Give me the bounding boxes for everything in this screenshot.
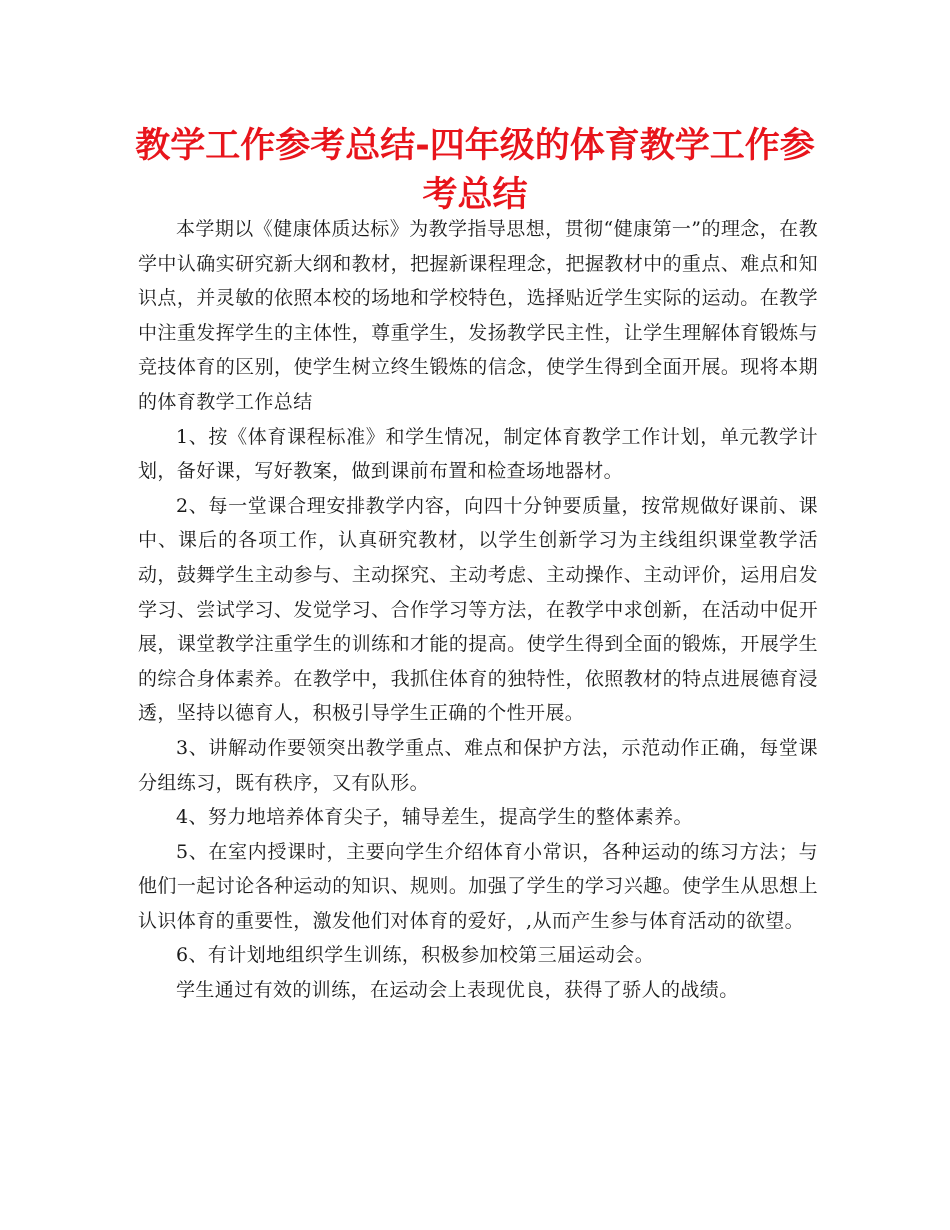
paragraph-conclusion: 学生通过有效的训练，在运动会上表现优良，获得了骄人的战绩。 [176, 979, 739, 1002]
paragraph-item-1: 1、按《体育课程标准》和学生情况，制定体育教学工作计划，单元教学计划，备好课，写好教案，做到课前布置和检查场地器材。 [138, 425, 818, 483]
paragraph-item-5: 5、在室内授课时，主要向学生介绍体育小常识，各种运动的练习方法；与他们一起讨论各种运动的知识、规则。加强了学生的学习兴趣。使学生从思想上认识体育的重要性，激发他们对体育的爱好，,从而产生参与体育活动的欲望。 [138, 840, 818, 932]
paragraph-item-3: 3、讲解动作要领突出教学重点、难点和保护方法，示范动作正确，每堂课分组练习，既有秩序，又有队形。 [138, 736, 818, 794]
document-title: 教学工作参考总结-四年级的体育教学工作参考总结 [135, 126, 815, 215]
paragraph-item-4: 4、努力地培养体育尖子，辅导差生，提高学生的整体素养。 [176, 806, 693, 829]
paragraph-intro: 本学期以《健康体质达标》为教学指导思想，贯彻“健康第一”的理念，在教学中认确实研究新大纲和教材，把握新课程理念，把握教材中的重点、难点和知识点，并灵敏的依照本校的场地和学校特色，选择贴近学生实际的运动。在教学中注重发挥学生的主体性，尊重学生，发扬教学民主性，让学生理解体育锻炼与竞技体育的区别，使学生树立终生锻炼的信念，使学生得到全面开展。现将本期的体育教学工作总结 [138, 218, 818, 413]
paragraph-item-6: 6、有计划地组织学生训练，积极参加校第三届运动会。 [176, 944, 655, 967]
paragraph-item-2: 2、每一堂课合理安排教学内容，向四十分钟要质量，按常规做好课前、课中、课后的各项工作，认真研究教材，以学生创新学习为主线组织课堂教学活动，鼓舞学生主动参与、主动探究、主动考虑、主动操作、主动评价，运用启发学习、尝试学习、发觉学习、合作学习等方法，在教学中求创新，在活动中促开展，课堂教学注重学生的训练和才能的提高。使学生得到全面的锻炼，开展学生的综合身体素养。在教学中，我抓住体育的独特性，依照教材的特点进展德育浸透，坚持以德育人，积极引导学生正确的个性开展。 [138, 494, 818, 725]
document-body [138, 212, 818, 1008]
